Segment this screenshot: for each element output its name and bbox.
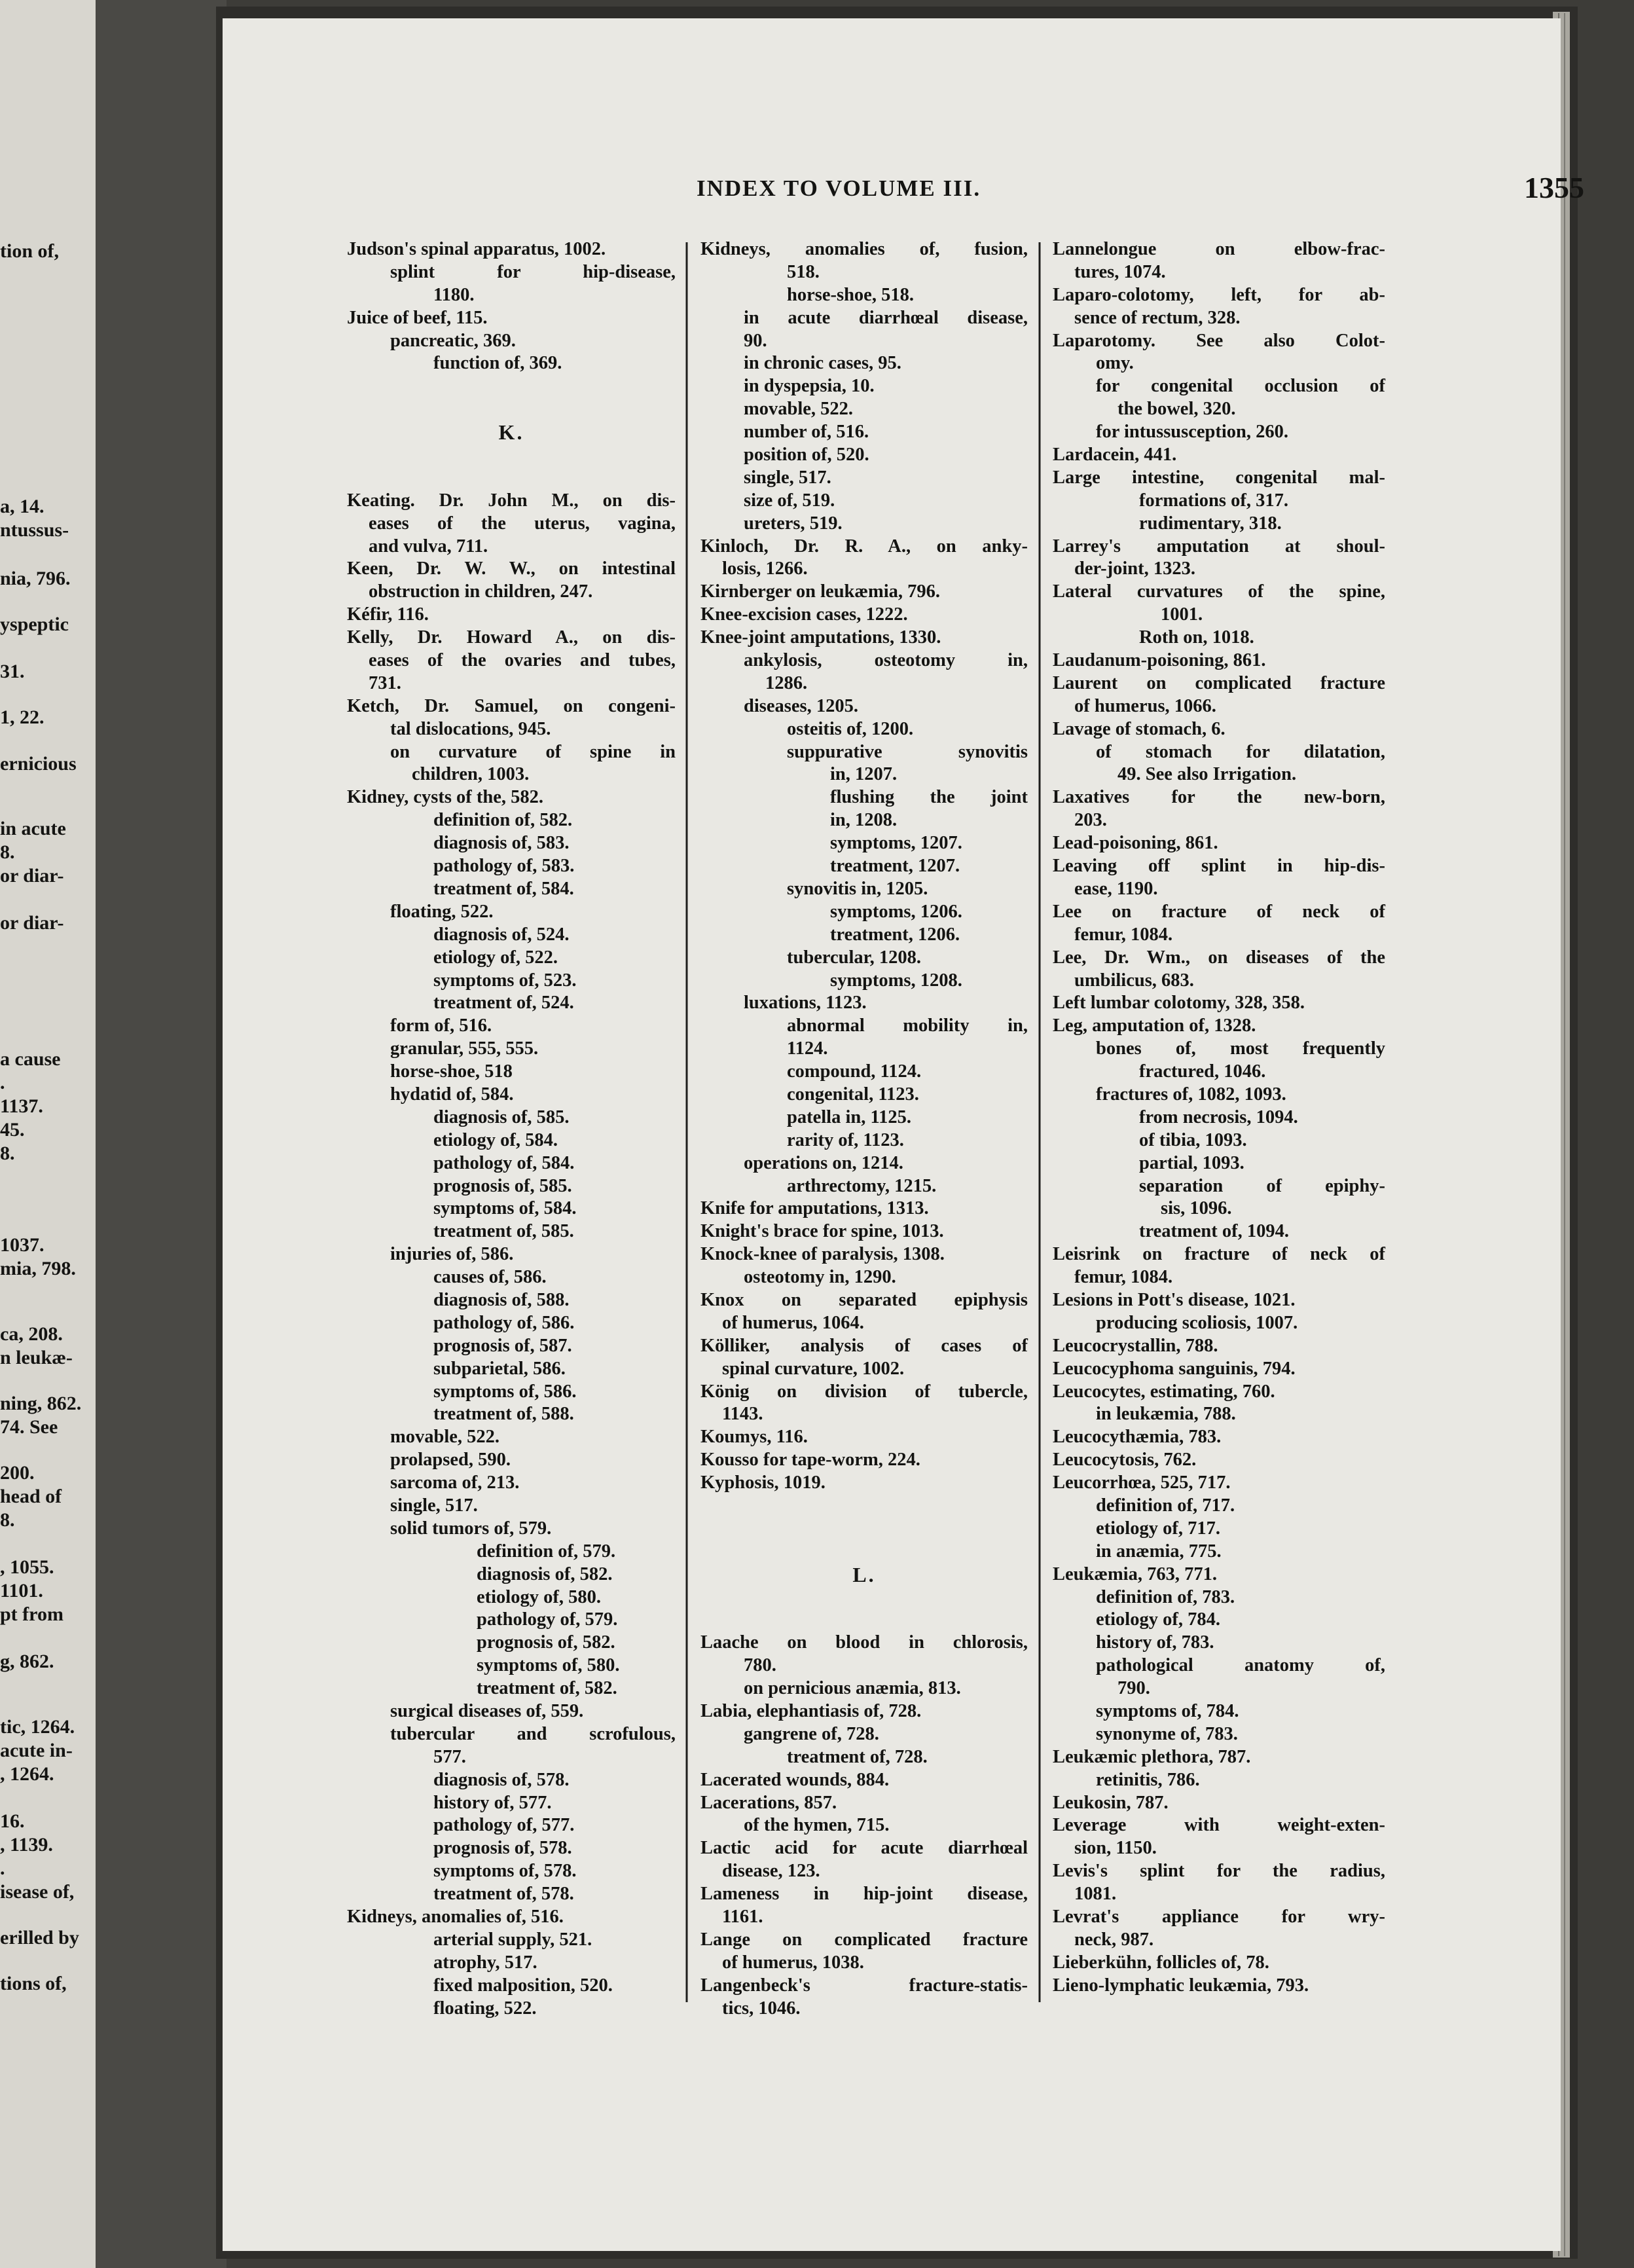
blank-line xyxy=(347,398,676,421)
index-entry-line: Knee-excision cases, 1222. xyxy=(700,604,908,625)
index-entry-line: pathological anatomy of, xyxy=(1096,1655,1385,1676)
index-entry-line: Leucocyphoma sanguinis, 794. xyxy=(1053,1358,1296,1379)
facing-page-fragment: 1037. xyxy=(0,1234,45,1256)
facing-page-fragment: 8. xyxy=(0,1509,15,1531)
index-entry-line: definition of, 717. xyxy=(1096,1495,1235,1516)
index-entry-line: Laparo-colotomy, left, for ab- xyxy=(1053,284,1385,305)
facing-page-fragment: 200. xyxy=(0,1462,35,1484)
index-entry-line: Levis's splint for the radius, xyxy=(1053,1861,1385,1882)
facing-page-fragment: yspeptic xyxy=(0,613,69,635)
facing-page-fragment: a cause xyxy=(0,1048,61,1070)
index-entry-line: 780. xyxy=(744,1655,776,1676)
index-entry-line: prolapsed, 590. xyxy=(390,1450,511,1471)
index-entry-line: of the hymen, 715. xyxy=(744,1815,890,1836)
index-entry-line: Lacerations, 857. xyxy=(700,1792,837,1813)
index-entry-line: of humerus, 1064. xyxy=(722,1312,864,1333)
index-entry-line: Lateral curvatures of the spine, xyxy=(1053,581,1385,602)
index-entry-line: definition of, 579. xyxy=(477,1541,616,1562)
index-entry-line: single, 517. xyxy=(390,1495,478,1516)
index-column-3 xyxy=(1053,238,1385,1998)
blank-line xyxy=(700,1609,1028,1632)
blank-line xyxy=(347,375,676,398)
index-entry-line: Lacerated wounds, 884. xyxy=(700,1769,890,1790)
index-entry-line: subparietal, 586. xyxy=(433,1358,566,1379)
index-entry-line: on curvature of spine in xyxy=(390,741,676,762)
index-entry-line: 90. xyxy=(744,330,767,351)
blank-line xyxy=(347,444,676,467)
page-number: 1355 xyxy=(1524,171,1584,204)
index-entry-line: partial, 1093. xyxy=(1139,1152,1244,1173)
index-entry-line: Judson's spinal apparatus, 1002. xyxy=(347,239,606,259)
index-entry-line: of tibia, 1093. xyxy=(1139,1129,1247,1150)
index-entry-line: etiology of, 580. xyxy=(477,1586,601,1607)
index-entry-line: prognosis of, 582. xyxy=(477,1632,615,1653)
index-entry-line: pathology of, 584. xyxy=(433,1152,575,1173)
facing-page-fragment: tions of, xyxy=(0,1973,67,1994)
index-entry-line: 1081. xyxy=(1074,1884,1117,1905)
index-entry-line: pancreatic, 369. xyxy=(390,330,516,351)
index-entry-line: retinitis, 786. xyxy=(1096,1769,1200,1790)
index-entry-line: and vulva, 711. xyxy=(369,536,488,557)
facing-page-fragment: tic, 1264. xyxy=(0,1716,75,1738)
index-entry-line: horse-shoe, 518. xyxy=(787,284,914,305)
facing-page-fragment: tion of, xyxy=(0,240,59,262)
index-entry-line: Kidneys, anomalies of, fusion, xyxy=(700,239,1028,259)
index-entry-line: Left lumbar colotomy, 328, 358. xyxy=(1053,993,1305,1014)
index-entry-line: hydatid of, 584. xyxy=(390,1084,514,1105)
index-entry-line: Leucocrystallin, 788. xyxy=(1053,1335,1218,1356)
left-page-margin-text xyxy=(0,0,90,2268)
index-entry-line: Kéfir, 116. xyxy=(347,604,429,625)
index-entry-line: treatment of, 578. xyxy=(433,1884,574,1905)
facing-page-fragment: 1101. xyxy=(0,1580,43,1601)
index-entry-line: Laache on blood in chlorosis, xyxy=(700,1632,1028,1653)
index-column-2 xyxy=(700,238,1028,2020)
index-entry-line: flushing the joint xyxy=(830,787,1028,808)
index-entry-line: 1286. xyxy=(765,672,808,693)
index-entry-line: number of, 516. xyxy=(744,422,869,443)
index-entry-line: diagnosis of, 588. xyxy=(433,1289,570,1310)
index-entry-line: Lardacein, 441. xyxy=(1053,445,1177,466)
index-entry-line: Kölliker, analysis of cases of xyxy=(700,1335,1028,1356)
index-entry-line: splint for hip-disease, xyxy=(390,261,676,282)
index-entry-line: Leaving off splint in hip-dis- xyxy=(1053,856,1385,877)
index-entry-line: movable, 522. xyxy=(390,1427,500,1448)
index-entry-line: Kelly, Dr. Howard A., on dis- xyxy=(347,627,676,648)
index-entry-line: tures, 1074. xyxy=(1074,261,1166,282)
page-gutter xyxy=(96,0,227,2268)
index-entry-line: single, 517. xyxy=(744,467,831,488)
index-entry-line: Keen, Dr. W. W., on intestinal xyxy=(347,558,676,579)
index-entry-line: form of, 516. xyxy=(390,1015,492,1036)
index-entry-line: symptoms, 1208. xyxy=(830,970,962,991)
index-entry-line: treatment of, 588. xyxy=(433,1404,574,1425)
facing-page-fragment: g, 862. xyxy=(0,1651,54,1672)
index-entry-line: treatment of, 728. xyxy=(787,1746,928,1767)
facing-page-fragment: ntussus- xyxy=(0,519,69,541)
section-letter: L. xyxy=(852,1562,876,1586)
index-entry-line: Lee on fracture of neck of xyxy=(1053,901,1385,922)
index-entry-line: Leukæmia, 763, 771. xyxy=(1053,1564,1217,1584)
index-entry-line: movable, 522. xyxy=(744,399,854,420)
facing-page-fragment: 1, 22. xyxy=(0,706,45,728)
index-entry-line: children, 1003. xyxy=(412,764,530,785)
index-entry-line: sarcoma of, 213. xyxy=(390,1472,520,1493)
index-entry-line: ureters, 519. xyxy=(744,513,843,534)
index-entry-line: Koumys, 116. xyxy=(700,1427,808,1448)
index-entry-line: definition of, 783. xyxy=(1096,1586,1235,1607)
index-entry-line: prognosis of, 578. xyxy=(433,1838,572,1859)
index-entry-line: 203. xyxy=(1074,810,1107,831)
section-letter: K. xyxy=(498,420,524,445)
index-entry-line: 1143. xyxy=(722,1404,763,1425)
index-entry-line: pathology of, 586. xyxy=(433,1312,575,1333)
index-entry-line: bones of, most frequently xyxy=(1096,1038,1385,1059)
index-entry-line: König on division of tubercle, xyxy=(700,1381,1028,1402)
index-entry-line: treatment of, 524. xyxy=(433,993,574,1014)
index-entry-line: ankylosis, osteotomy in, xyxy=(744,650,1028,671)
index-entry-line: diagnosis of, 582. xyxy=(477,1564,613,1584)
index-entry-line: Kidney, cysts of the, 582. xyxy=(347,787,544,808)
index-entry-line: suppurative synovitis xyxy=(787,741,1028,762)
index-entry-line: floating, 522. xyxy=(433,1998,537,2019)
index-entry-line: 790. xyxy=(1117,1678,1150,1699)
index-entry-line: Leukosin, 787. xyxy=(1053,1792,1169,1813)
index-entry-line: luxations, 1123. xyxy=(744,993,867,1014)
index-entry-line: Leucorrhœa, 525, 717. xyxy=(1053,1472,1231,1493)
index-entry-line: etiology of, 784. xyxy=(1096,1609,1220,1630)
index-entry-line: symptoms of, 578. xyxy=(433,1861,577,1882)
index-entry-line: operations on, 1214. xyxy=(744,1152,903,1173)
index-entry-line: Lieno-lymphatic leukæmia, 793. xyxy=(1053,1975,1309,1996)
index-entry-line: gangrene of, 728. xyxy=(744,1723,879,1744)
index-entry-line: solid tumors of, 579. xyxy=(390,1518,552,1539)
index-entry-line: rarity of, 1123. xyxy=(787,1129,904,1150)
index-entry-line: Juice of beef, 115. xyxy=(347,307,488,328)
index-entry-line: Levrat's appliance for wry- xyxy=(1053,1907,1385,1928)
index-entry-line: disease, 123. xyxy=(722,1861,820,1882)
facing-page-fragment: acute in- xyxy=(0,1740,73,1761)
index-entry-line: Kyphosis, 1019. xyxy=(700,1472,826,1493)
facing-page-fragment: 74. See xyxy=(0,1416,58,1438)
index-entry-line: omy. xyxy=(1096,353,1134,374)
index-entry-line: 577. xyxy=(433,1746,466,1767)
index-column-1 xyxy=(347,238,676,2020)
index-entry-line: umbilicus, 683. xyxy=(1074,970,1194,991)
index-entry-line: Roth on, 1018. xyxy=(1139,627,1254,648)
index-entry-line: treatment, 1206. xyxy=(830,924,960,945)
facing-page-fragment: nia, 796. xyxy=(0,568,71,589)
index-entry-line: fixed malposition, 520. xyxy=(433,1975,613,1996)
index-entry-line: sion, 1150. xyxy=(1074,1838,1157,1859)
index-entry-line: symptoms, 1207. xyxy=(830,833,962,854)
index-entry-line: treatment, 1207. xyxy=(830,856,960,877)
index-entry-line: tal dislocations, 945. xyxy=(390,718,551,739)
facing-page-fragment: or diar- xyxy=(0,865,64,887)
index-entry-line: diagnosis of, 583. xyxy=(433,833,570,854)
index-entry-line: of stomach for dilatation, xyxy=(1096,741,1385,762)
blank-line xyxy=(700,1495,1028,1518)
index-entry-line: eases of the ovaries and tubes, xyxy=(369,650,676,671)
index-entry-line: symptoms of, 523. xyxy=(433,970,577,991)
facing-page-fragment: 8. xyxy=(0,1143,15,1164)
index-entry-line: Lameness in hip-joint disease, xyxy=(700,1884,1028,1905)
index-entry-line: abnormal mobility in, xyxy=(787,1015,1028,1036)
facing-page-fragment: pt from xyxy=(0,1603,64,1625)
facing-page-fragment: 31. xyxy=(0,661,25,682)
blank-line xyxy=(700,1586,1028,1609)
index-entry-line: treatment of, 584. xyxy=(433,878,574,899)
index-entry-line: 518. xyxy=(787,261,820,282)
blank-line xyxy=(700,1518,1028,1541)
facing-page-fragment: . xyxy=(0,1857,5,1879)
index-entry-line: etiology of, 717. xyxy=(1096,1518,1220,1539)
index-entry-line: in acute diarrhœal disease, xyxy=(744,307,1028,328)
index-entry-line: history of, 577. xyxy=(433,1792,552,1813)
facing-page-fragment: ca, 208. xyxy=(0,1323,63,1345)
index-entry-line: Lee, Dr. Wm., on diseases of the xyxy=(1053,947,1385,968)
index-entry-line: arterial supply, 521. xyxy=(433,1929,592,1950)
index-entry-line: surgical diseases of, 559. xyxy=(390,1701,584,1721)
index-entry-line: Laudanum-poisoning, 861. xyxy=(1053,650,1266,671)
index-entry-line: symptoms of, 580. xyxy=(477,1655,620,1676)
index-entry-line: for congenital occlusion of xyxy=(1096,376,1385,397)
index-entry-line: pathology of, 577. xyxy=(433,1815,575,1836)
index-entry-line: sence of rectum, 328. xyxy=(1074,307,1241,328)
index-entry-line: diseases, 1205. xyxy=(744,695,858,716)
index-entry-line: Kinloch, Dr. R. A., on anky- xyxy=(700,536,1028,557)
index-entry-line: injuries of, 586. xyxy=(390,1244,514,1265)
index-entry-line: treatment of, 582. xyxy=(477,1678,617,1699)
index-entry-line: Lactic acid for acute diarrhœal xyxy=(700,1838,1028,1859)
index-entry-line: Lavage of stomach, 6. xyxy=(1053,718,1226,739)
index-entry-line: losis, 1266. xyxy=(722,558,808,579)
index-entry-line: tubercular, 1208. xyxy=(787,947,922,968)
index-entry-line: on pernicious anæmia, 813. xyxy=(744,1678,961,1699)
index-entry-line: Leukæmic plethora, 787. xyxy=(1053,1746,1251,1767)
index-entry-line: Knife for amputations, 1313. xyxy=(700,1198,929,1219)
index-entry-line: etiology of, 522. xyxy=(433,947,558,968)
index-entry-line: pathology of, 579. xyxy=(477,1609,618,1630)
index-entry-line: Langenbeck's fracture-statis- xyxy=(700,1975,1028,1996)
facing-page-fragment: isease of, xyxy=(0,1881,75,1903)
index-entry-line: for intussusception, 260. xyxy=(1096,422,1289,443)
index-entry-line: Lange on complicated fracture xyxy=(700,1929,1028,1950)
index-entry-line: Kirnberger on leukæmia, 796. xyxy=(700,581,941,602)
index-entry-line: producing scoliosis, 1007. xyxy=(1096,1312,1298,1333)
index-entry-line: horse-shoe, 518 xyxy=(390,1061,513,1082)
facing-page-fragment: 16. xyxy=(0,1810,25,1832)
index-entry-line: Lannelongue on elbow-frac- xyxy=(1053,239,1385,259)
index-entry-line: history of, 783. xyxy=(1096,1632,1214,1653)
index-entry-line: in anæmia, 775. xyxy=(1096,1541,1222,1562)
index-entry-line: osteotomy in, 1290. xyxy=(744,1267,896,1288)
index-entry-line: Lieberkühn, follicles of, 78. xyxy=(1053,1952,1269,1973)
index-entry-line: diagnosis of, 585. xyxy=(433,1107,570,1127)
index-entry-line: Laurent on complicated fracture xyxy=(1053,672,1385,693)
index-entry-line: formations of, 317. xyxy=(1139,490,1288,511)
index-entry-line: the bowel, 320. xyxy=(1117,399,1236,420)
index-entry-line: neck, 987. xyxy=(1074,1929,1154,1950)
facing-page-fragment: . xyxy=(0,1072,5,1093)
index-entry-line: definition of, 582. xyxy=(433,810,573,831)
index-entry-line: pathology of, 583. xyxy=(433,856,575,877)
index-entry-line: in leukæmia, 788. xyxy=(1096,1404,1236,1425)
index-entry-line: function of, 369. xyxy=(433,353,562,374)
index-entry-line: obstruction in children, 247. xyxy=(369,581,593,602)
facing-page-fragment: 45. xyxy=(0,1119,25,1141)
index-entry-line: Leisrink on fracture of neck of xyxy=(1053,1244,1385,1265)
index-entry-line: spinal curvature, 1002. xyxy=(722,1358,905,1379)
index-entry-line: symptoms of, 586. xyxy=(433,1381,577,1402)
index-entry-line: in, 1208. xyxy=(830,810,898,831)
index-entry-line: in chronic cases, 95. xyxy=(744,353,901,374)
index-entry-line: Knox on separated epiphysis xyxy=(700,1289,1028,1310)
index-entry-line: Knight's brace for spine, 1013. xyxy=(700,1221,944,1242)
index-entry-line: eases of the uterus, vagina, xyxy=(369,513,676,534)
index-entry-line: symptoms, 1206. xyxy=(830,901,962,922)
blank-line xyxy=(700,1541,1028,1564)
index-entry-line: in, 1207. xyxy=(830,764,898,785)
index-entry-line: fractured, 1046. xyxy=(1139,1061,1266,1082)
index-entry-line: Labia, elephantiasis of, 728. xyxy=(700,1701,922,1721)
index-entry-line: 731. xyxy=(369,672,401,693)
facing-page-fragment: 8. xyxy=(0,841,15,863)
index-entry-line: Ketch, Dr. Samuel, on congeni- xyxy=(347,695,676,716)
index-entry-line: causes of, 586. xyxy=(433,1267,547,1288)
index-entry-line: Knock-knee of paralysis, 1308. xyxy=(700,1244,945,1265)
index-entry-line: congenital, 1123. xyxy=(787,1084,919,1105)
index-entry-line: compound, 1124. xyxy=(787,1061,922,1082)
index-entry-line: osteitis of, 1200. xyxy=(787,718,914,739)
index-entry-line: granular, 555, 555. xyxy=(390,1038,539,1059)
index-entry-line: diagnosis of, 524. xyxy=(433,924,570,945)
facing-page-fragment: ernicious xyxy=(0,753,77,775)
index-entry-line: diagnosis of, 578. xyxy=(433,1769,570,1790)
index-entry-line: synovitis in, 1205. xyxy=(787,878,928,899)
index-entry-line: der-joint, 1323. xyxy=(1074,558,1195,579)
index-entry-line: floating, 522. xyxy=(390,901,494,922)
facing-page-fragment: mia, 798. xyxy=(0,1258,76,1279)
index-entry-line: treatment of, 585. xyxy=(433,1221,574,1242)
index-entry-line: ease, 1190. xyxy=(1074,878,1158,899)
index-entry-line: 1001. xyxy=(1161,604,1203,625)
index-entry-line: Keating. Dr. John M., on dis- xyxy=(347,490,676,511)
facing-page-fragment: , 1264. xyxy=(0,1763,54,1785)
index-entry-line: Large intestine, congenital mal- xyxy=(1053,467,1385,488)
index-entry-line: treatment of, 1094. xyxy=(1139,1221,1289,1242)
index-entry-line: from necrosis, 1094. xyxy=(1139,1107,1298,1127)
index-entry-line: Leucocytosis, 762. xyxy=(1053,1450,1197,1471)
facing-page-fragment: 1137. xyxy=(0,1095,43,1117)
running-head: INDEX TO VOLUME III. xyxy=(697,175,981,201)
index-entry-line: prognosis of, 585. xyxy=(433,1175,572,1196)
facing-page-fragment: a, 14. xyxy=(0,496,45,517)
index-entry-line: Leucocythæmia, 783. xyxy=(1053,1427,1222,1448)
index-entry-line: Larrey's amputation at shoul- xyxy=(1053,536,1385,557)
index-entry-line: position of, 520. xyxy=(744,445,869,466)
index-entry-line: 1180. xyxy=(433,284,475,305)
facing-page-fragment: erilled by xyxy=(0,1927,79,1948)
index-entry-line: symptoms of, 584. xyxy=(433,1198,577,1219)
blank-line xyxy=(347,467,676,490)
index-entry-line: Knee-joint amputations, 1330. xyxy=(700,627,941,648)
index-entry-line: size of, 519. xyxy=(744,490,835,511)
index-entry-line: etiology of, 584. xyxy=(433,1129,558,1150)
index-entry-line: Kousso for tape-worm, 224. xyxy=(700,1450,920,1471)
index-entry-line: Lesions in Pott's disease, 1021. xyxy=(1053,1289,1296,1310)
index-entry-line: Leucocytes, estimating, 760. xyxy=(1053,1381,1275,1402)
index-entry-line: Laparotomy. See also Colot- xyxy=(1053,330,1385,351)
index-page xyxy=(223,18,1584,2251)
index-entry-line: symptoms of, 784. xyxy=(1096,1701,1239,1721)
index-entry-line: separation of epiphy- xyxy=(1139,1175,1385,1196)
index-entry-line: prognosis of, 587. xyxy=(433,1335,572,1356)
index-entry-line: sis, 1096. xyxy=(1161,1198,1232,1219)
index-entry-line: Leg, amputation of, 1328. xyxy=(1053,1015,1256,1036)
index-entry-line: synonyme of, 783. xyxy=(1096,1723,1238,1744)
facing-page-fragment: n leukæ- xyxy=(0,1347,73,1368)
facing-page-fragment: or diar- xyxy=(0,912,64,934)
facing-page-fragment: in acute xyxy=(0,818,66,839)
index-entry-line: 1161. xyxy=(722,1907,763,1928)
index-entry-line: of humerus, 1066. xyxy=(1074,695,1216,716)
index-entry-line: arthrectomy, 1215. xyxy=(787,1175,937,1196)
index-entry-line: 1124. xyxy=(787,1038,828,1059)
index-entry-line: Kidneys, anomalies of, 516. xyxy=(347,1907,564,1928)
index-entry-line: femur, 1084. xyxy=(1074,924,1173,945)
index-entry-line: atrophy, 517. xyxy=(433,1952,537,1973)
index-entry-line: tics, 1046. xyxy=(722,1998,801,2019)
index-entry-line: patella in, 1125. xyxy=(787,1107,912,1127)
facing-page-fragment: , 1055. xyxy=(0,1556,54,1578)
index-entry-line: Laxatives for the new-born, xyxy=(1053,787,1385,808)
facing-page-fragment: ning, 862. xyxy=(0,1393,82,1414)
facing-page-fragment: head of xyxy=(0,1486,62,1507)
index-entry-line: Leverage with weight-exten- xyxy=(1053,1815,1385,1836)
index-entry-line: femur, 1084. xyxy=(1074,1267,1173,1288)
facing-page-fragment: , 1139. xyxy=(0,1834,53,1856)
index-entry-line: Lead-poisoning, 861. xyxy=(1053,833,1218,854)
index-entry-line: in dyspepsia, 10. xyxy=(744,376,875,397)
index-entry-line: 49. See also Irrigation. xyxy=(1117,764,1297,785)
index-entry-line: of humerus, 1038. xyxy=(722,1952,864,1973)
index-entry-line: rudimentary, 318. xyxy=(1139,513,1282,534)
index-entry-line: fractures of, 1082, 1093. xyxy=(1096,1084,1286,1105)
index-entry-line: tubercular and scrofulous, xyxy=(390,1723,676,1744)
